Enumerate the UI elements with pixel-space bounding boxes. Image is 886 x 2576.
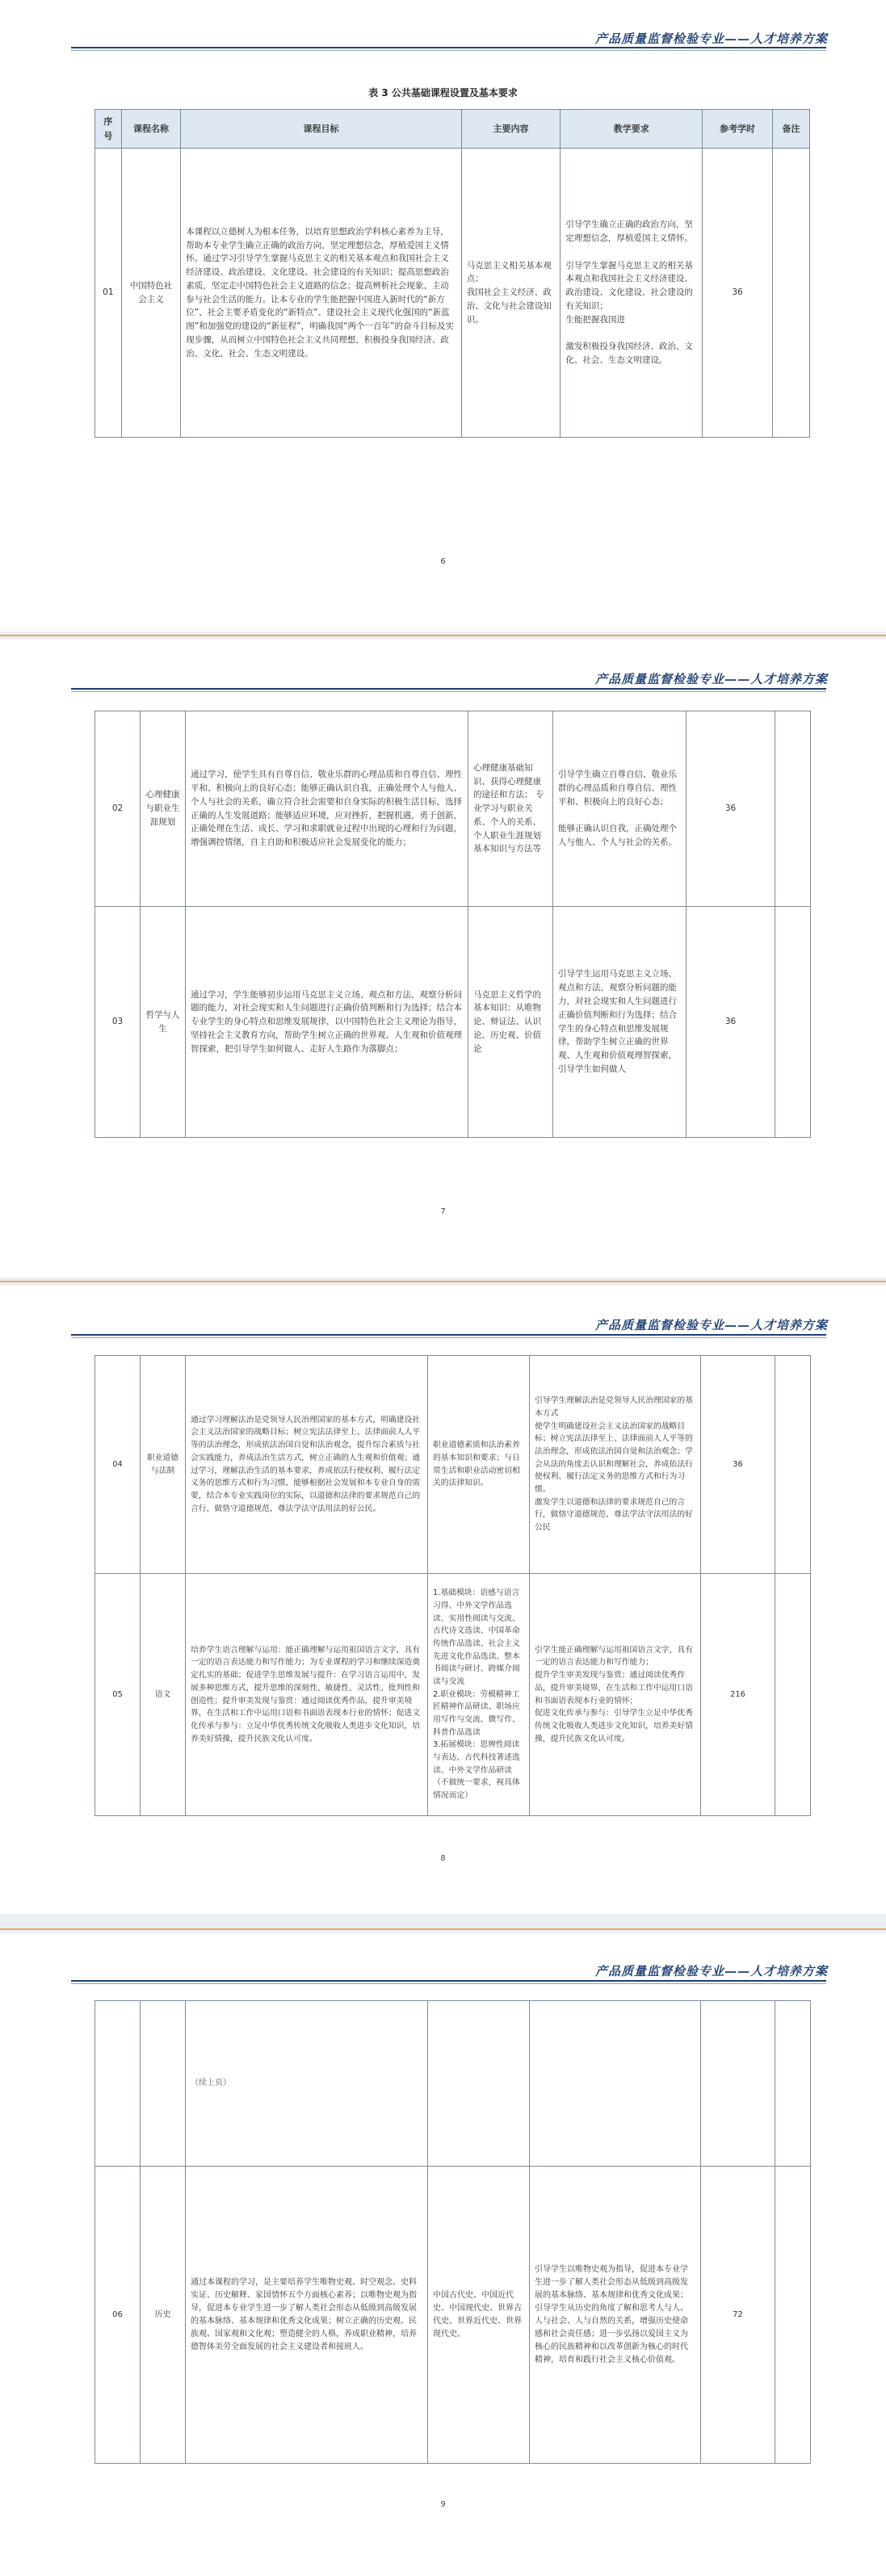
table-row	[95, 149, 810, 438]
page-number: 6	[440, 557, 446, 566]
course-goal: 通过学习理解法治是党领导人民治理国家的基本方式，明确建设社会主义法治国家的战略目标；树立宪法法律至上、法律面前人人平等的法治理念，形成依法治国自觉和法治观念，提升综合素质与社会实践能力，养成法治生活方式，树立正确的人生观和价值观；通过学习，理解法治生活的基本要求，养成依法行使权利、履行法定义务的思维方式和行为习惯，能够根据社会发展和本专业自身的需要，结合本专业实践岗位的实际，以道德和法律的要求规范自己的言行，做恪守道德规范，尊法学法守法用法的好公民。	[186, 1356, 428, 1574]
course-hours: 36	[687, 711, 775, 907]
column-header: 课程目标	[181, 110, 461, 149]
course-content: 中国古代史、中国近代史、中国现代史、世界古代史、世界近代史、世界现代史。	[428, 2167, 530, 2464]
header-rule-thin	[71, 50, 826, 51]
course-content: 职业道德素质和法治素养的基本知识和要求；与日常生活和职业活动密切相关的法律知识。	[428, 1356, 530, 1574]
course-number: 01	[95, 149, 122, 438]
column-header: 备注	[772, 110, 809, 149]
course-hours: 36	[687, 907, 775, 1138]
page-number: 9	[440, 2500, 446, 2509]
course-note	[775, 1356, 811, 1574]
course-hours: 72	[701, 2167, 775, 2464]
course-requirement: 引导学生理解法治是党领导人民治理国家的基本方式 使学生明确建设社会主义法治国家的战略目标；树立宪法法律至上、法律面前人人平等的法治理念，形成依法治国自觉和法治观念；学会从法的角度去认识和理解社会，养成依法行使权利、履行法定义务的思维方式和行为习惯。 激发学生以道德和法律的要求规范自己的言行，做恪守道德规范、尊法学法守法用法的好公民	[530, 1356, 701, 1574]
running-header: 产品质量监督检验专业——人才培养方案	[594, 1318, 828, 1332]
course-number	[95, 2001, 141, 2167]
course-requirement: 引导学生以唯物史观为指导，促进本专业学生进一步了解人类社会形态从低级到高级发展的基本脉络、基本规律和优秀文化成果； 引导学生从历史的角度了解和思考人与人、人与社会、人与自然的关系，增强历史使命感和社会责任感；进一步弘扬以爱国主义为核心的民族精神和以改革创新为核心的时代精神，培育和践行社会主义核心价值观。	[530, 2167, 701, 2464]
course-requirement: 引学生能正确理解与运用祖国语言文字，具有一定的语言表达能力和写作能力； 提升学生审美发现与鉴赏；通过阅读优秀作品，提升审美境界，在生活和工作中运用口语和书面语表现本行业的情怀； 促进文化传承与参与：引导学生立足中华优秀传统文化吸收人类进步文化知识，培养美好情操，提升民族文化认可度。	[530, 1574, 701, 1816]
header-rule	[71, 1980, 826, 1982]
header-rule-thin	[71, 1337, 826, 1338]
course-note	[775, 2167, 811, 2464]
page-separator	[0, 635, 886, 636]
course-hours: 36	[701, 1356, 775, 1574]
course-requirement: 引导学生确立自尊自信、敬业乐群的心理品质和自尊自信、理性平和、积极向上的良好心态； 能够正确认识自我，正确处理个人与他人、个人与社会的关系。	[553, 711, 687, 907]
course-number: 04	[95, 1356, 141, 1574]
course-table	[94, 1355, 811, 1816]
page-number: 7	[440, 1207, 446, 1216]
course-hours	[701, 2001, 775, 2167]
course-requirement: 引导学生运用马克思主义立场、观点和方法，观察分析问题的能力，对社会现实和人生问题进行正确价值判断和行为选择；结合学生的身心特点和思维发展规律，帮助学生树立正确的世界观、人生观和价值观理智探索，引导学生如何做人	[553, 907, 687, 1138]
table-row	[95, 711, 811, 907]
course-hours: 216	[701, 1574, 775, 1816]
course-requirement: 引导学生确立正确的政治方向，坚定理想信念，厚植爱国主义情怀。 引导学生掌握马克思主义的相关基本观点和我国社会主义经济建设、政治建设、文化建设、社会建设的有关知识； 生能把握我国进 激发积极投身我国经济、政治、文化、社会、生态文明建设。	[561, 149, 703, 438]
running-header: 产品质量监督检验专业——人才培养方案	[594, 1964, 828, 1978]
column-header: 课程名称	[121, 110, 181, 149]
course-number: 05	[95, 1574, 141, 1816]
page-number: 8	[440, 1854, 446, 1863]
course-hours: 36	[703, 149, 773, 438]
course-goal: 通过学习，学生能够初步运用马克思主义立场、观点和方法，观察分析问题的能力，对社会现实和人生问题进行正确价值判断和行为选择；结合本专业学生的身心特点和思维发展规律，以中国特色社会主义理论为指导，坚持社会主义教育方向，帮助学生树立正确的世界观、人生观和价值观理智探索，把引导学生如何做人、走好人生路作为落脚点；	[186, 907, 468, 1138]
table-row	[95, 907, 811, 1138]
course-content: 马克思主义相关基本观点； 我国社会主义经济、政治、文化与社会建设知识。	[461, 149, 561, 438]
table-row	[95, 2167, 811, 2464]
course-table	[94, 2000, 811, 2464]
page-separator	[0, 1281, 886, 1282]
course-name	[141, 2001, 186, 2167]
column-header: 参考学时	[703, 110, 773, 149]
header-rule-thin	[71, 691, 826, 692]
course-note	[775, 1574, 811, 1816]
table-row	[95, 1574, 811, 1816]
header-rule-thin	[71, 1983, 826, 1984]
table-header-row	[95, 110, 810, 149]
course-goal: 通过学习，使学生具有自尊自信、敬业乐群的心理品质和自尊自信、理性平和、积极向上的良好心态；能够正确认识自我，正确处理个人与他人、个人与社会的关系，确立符合社会需要和自身实际的积极生活目标，选择正确的人生发展道路；能够适应环境，应对挫折，把握机遇，勇于创新，正确处理在生活、成长、学习和求职就业过程中出现的心理和行为问题，增强调控情绪，自主自助和积极适应社会发展变化的能力；	[186, 711, 468, 907]
course-content: 马克思主义哲学的基本知识：从唯物论、辩证法、认识论、历史观、价值论	[468, 907, 553, 1138]
course-requirement-continued	[530, 2001, 701, 2167]
course-goal-continued: （续上页）	[186, 2001, 428, 2167]
course-number: 06	[95, 2167, 141, 2464]
column-header: 序号	[95, 110, 122, 149]
course-note	[775, 711, 811, 907]
header-rule	[71, 1334, 826, 1336]
course-table	[94, 711, 811, 1138]
course-content-continued	[428, 2001, 530, 2167]
course-goal: 通过本课程的学习，是主要培养学生唯物史观、时空观念、史料实证、历史解释、家国情怀五个方面核心素养；以唯物史观为指导，促进本专业学生进一步了解人类社会形态从低级到高级发展的基本脉络、基本规律和优秀文化成果；树立正确的历史观、民族观、国家观和文化观；塑造健全的人格，养成职业精神，培养德智体美劳全面发展的社会主义建设者和接班人。	[186, 2167, 428, 2464]
table-caption: 表 3 公共基础课程设置及基本要求	[368, 87, 518, 99]
course-content: 心理健康基础知识、获得心理健康的途径和方法； 专业学习与职业关系、个人的关系、个人职业生涯规划基本知识与方法等	[468, 711, 553, 907]
course-name: 职业道德与法制	[141, 1356, 186, 1574]
column-header: 教学要求	[561, 110, 703, 149]
course-name: 语文	[141, 1574, 186, 1816]
table-row-continued	[95, 2001, 811, 2167]
running-header: 产品质量监督检验专业——人才培养方案	[594, 672, 828, 686]
course-table	[94, 109, 810, 438]
table-row	[95, 1356, 811, 1574]
course-note	[775, 2001, 811, 2167]
header-rule	[71, 688, 826, 690]
course-note	[775, 907, 811, 1138]
course-note	[772, 149, 809, 438]
course-number: 03	[95, 907, 141, 1138]
course-number: 02	[95, 711, 141, 907]
course-goal: 培养学生语言理解与运用：能正确理解与运用祖国语言文字，具有一定的语言表达能力和写作能力；为专业课程的学习和继续深造奠定扎实的基础；促进学生思维发展与提升：在学习语言运用中，发展多种思维方式，提升思维的深刻性、敏捷性、灵活性、批判性和创造性；提升审美发现与鉴赏：通过阅读优秀作品，提升审美境界，在生活和工作中运用口语和书面语表现本行业的情怀；促进文化传承与参与：立足中华优秀传统文化吸收人类进步文化知识，培养美好情操，提升民族文化认可度。	[186, 1574, 428, 1816]
course-name: 心理健康与职业生涯规划	[141, 711, 186, 907]
running-header: 产品质量监督检验专业——人才培养方案	[594, 31, 828, 46]
column-header: 主要内容	[461, 110, 561, 149]
page-separator	[0, 1928, 886, 1930]
course-name: 历史	[141, 2167, 186, 2464]
header-rule	[71, 47, 826, 48]
course-name: 哲学与人生	[141, 907, 186, 1138]
course-content: 1.基础模块：语感与语言习得、中外文学作品选读、实用性阅读与交流、古代诗文选读、中国革命传统作品选读、社会主义先进文化作品选读、整本书阅读与研讨、跨媒介阅读与交流 2.职业模块：劳模精神工匠精神作品研读、职场应用写作与交流、微写作、科普作品选读 3.拓展模块：思辨性阅读与表达、古代科技著述选读、中外文学作品研读（不做统一要求，视具体情况而定）	[428, 1574, 530, 1816]
course-name: 中国特色社会主义	[121, 149, 181, 438]
course-goal: 本课程以立德树人为根本任务，以培育思想政治学科核心素养为主导，帮助本专业学生确立正确的政治方向，坚定理想信念，厚植爱国主义情怀。通过学习引导学生掌握马克思主义的相关基本观点和我国社会主义经济建设、政治建设、文化建设、社会建设的有关知识；提高思想政治素质，坚定走中国特色社会主义道路的信念；提高辨析社会现象、主动参与社会生活的能力。让本专业的学生能把握中国进入新时代的“新方位”、社会主要矛盾变化的“新特点”、建设社会主义现代化强国的“新蓝图”和加强党的建设的“新征程”，明确我国“两个一百年”的奋斗目标及实现步骤，从而树立中国特色社会主义共同理想，积极投身我国经济、政治、文化、社会、生态文明建设。	[181, 149, 461, 438]
